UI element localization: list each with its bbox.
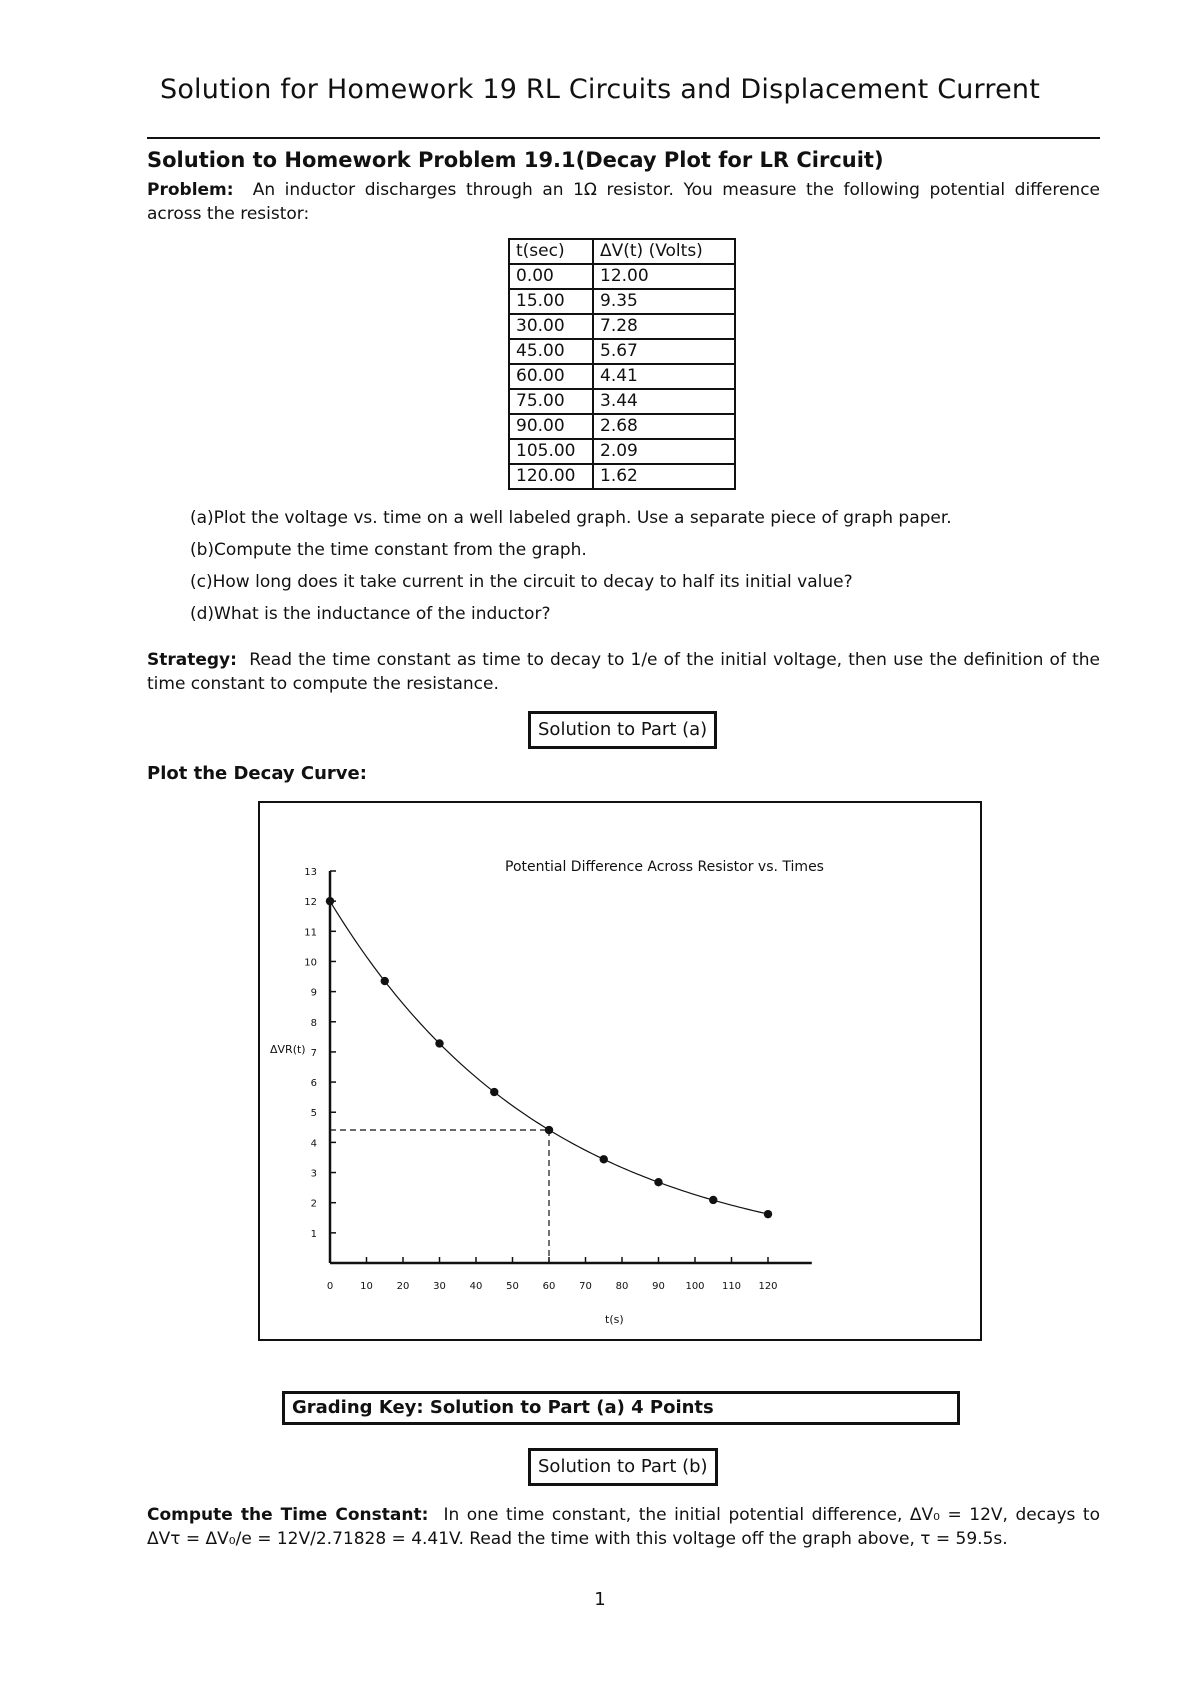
grading-key: Grading Key: Solution to Part (a) 4 Points xyxy=(282,1391,960,1425)
chart-x-tick-label: 10 xyxy=(360,1281,373,1292)
chart-x-tick-label: 90 xyxy=(652,1281,665,1292)
chart-x-tick-label: 110 xyxy=(721,1281,742,1292)
chart-data-point xyxy=(600,1155,608,1163)
chart-x-tick-label: 120 xyxy=(758,1281,778,1292)
chart-y-tick-label: 5 xyxy=(310,1108,317,1120)
chart-x-tick-label: 100 xyxy=(685,1281,705,1292)
chart-fit-curve xyxy=(330,901,768,1214)
table-cell-voltage: 7.28 xyxy=(593,314,735,339)
chart-y-tick-label: 9 xyxy=(310,987,317,999)
table-cell-voltage: 5.67 xyxy=(593,339,735,364)
chart-title: Potential Difference Across Resistor vs. Times xyxy=(505,859,824,875)
problem-text: An inductor discharges through an 1Ω resistor. You measure the following potential difference across the resistor: xyxy=(147,180,1101,224)
problem-label: Problem: xyxy=(147,180,234,200)
voltage-data-table xyxy=(508,238,736,490)
part-a-label: Solution to Part (a) xyxy=(528,711,717,749)
chart-data-point xyxy=(709,1196,717,1204)
time-constant-paragraph xyxy=(147,1503,1100,1551)
title-rule xyxy=(147,137,1100,139)
table-row xyxy=(509,414,735,439)
table-cell-time: 75.00 xyxy=(509,389,593,414)
table-row xyxy=(509,314,735,339)
chart-x-tick-label: 40 xyxy=(469,1281,483,1292)
decay-chart-frame xyxy=(258,801,982,1341)
chart-data-point xyxy=(654,1178,662,1186)
decay-chart xyxy=(260,803,980,1339)
table-header-voltage: ΔV(t) (Volts) xyxy=(593,239,735,264)
chart-x-tick-label: 0 xyxy=(326,1281,334,1292)
chart-data-point xyxy=(435,1039,443,1047)
chart-data-point xyxy=(764,1210,772,1218)
time-constant-label: Compute the Time Constant: xyxy=(147,1505,429,1525)
table-row xyxy=(509,439,735,464)
problem-paragraph xyxy=(147,178,1100,226)
table-cell-voltage: 3.44 xyxy=(593,389,735,414)
chart-data-point xyxy=(490,1088,498,1096)
chart-y-tick-label: 10 xyxy=(304,957,317,969)
chart-y-tick-label: 1 xyxy=(310,1228,317,1240)
table-cell-time: 15.00 xyxy=(509,289,593,314)
chart-y-tick-label: 8 xyxy=(310,1017,317,1029)
table-cell-voltage: 4.41 xyxy=(593,364,735,389)
question-d: (d)What is the inductance of the inductor? xyxy=(190,604,551,624)
strategy-label: Strategy: xyxy=(147,650,237,670)
chart-data-point xyxy=(326,897,334,905)
table-row xyxy=(509,464,735,489)
table-cell-voltage: 12.00 xyxy=(593,264,735,289)
chart-x-tick-label: 60 xyxy=(542,1281,556,1292)
section-heading: Solution to Homework Problem 19.1(Decay Plot for LR Circuit) xyxy=(147,148,884,172)
chart-x-tick-label: 50 xyxy=(506,1281,519,1292)
table-cell-time: 60.00 xyxy=(509,364,593,389)
chart-y-tick-label: 7 xyxy=(310,1047,317,1059)
table-row xyxy=(509,364,735,389)
chart-y-tick-label: 2 xyxy=(310,1198,317,1210)
page-number: 1 xyxy=(594,1589,606,1610)
chart-data-point xyxy=(381,977,389,985)
strategy-text: Read the time constant as time to decay to 1/e of the initial voltage, then use the definition of the time constant to compute the resistance. xyxy=(147,650,1100,694)
question-c: (c)How long does it take current in the circuit to decay to half its initial value? xyxy=(190,572,853,592)
chart-x-tick-label: 30 xyxy=(433,1281,446,1292)
chart-y-tick-label: 3 xyxy=(310,1168,317,1180)
table-row xyxy=(509,339,735,364)
part-b-label: Solution to Part (b) xyxy=(528,1448,718,1486)
table-cell-voltage: 2.09 xyxy=(593,439,735,464)
chart-y-axis-label: ΔVR(t) xyxy=(270,1043,306,1056)
table-header-row xyxy=(509,239,735,264)
table-cell-time: 120.00 xyxy=(509,464,593,489)
table-cell-time: 30.00 xyxy=(509,314,593,339)
chart-y-tick-label: 11 xyxy=(304,927,317,939)
table-cell-time: 0.00 xyxy=(509,264,593,289)
question-b: (b)Compute the time constant from the graph. xyxy=(190,540,587,560)
table-cell-time: 105.00 xyxy=(509,439,593,464)
table-header-time: t(sec) xyxy=(509,239,593,264)
chart-data-point xyxy=(545,1126,553,1134)
table-row xyxy=(509,264,735,289)
table-cell-voltage: 2.68 xyxy=(593,414,735,439)
table-cell-voltage: 9.35 xyxy=(593,289,735,314)
chart-y-tick-label: 13 xyxy=(304,867,317,878)
table-cell-time: 90.00 xyxy=(509,414,593,439)
chart-x-axis-label: t(s) xyxy=(605,1313,624,1326)
time-constant-text: In one time constant, the initial potential difference, ΔV₀ = 12V, decays to ΔVτ = ΔV₀/e = 12V/2.71828 = 4.41V. Read the time with this voltage off the graph above, τ = 59.5s. xyxy=(147,1505,1100,1549)
table-body xyxy=(509,264,735,489)
chart-y-tick-label: 12 xyxy=(304,897,317,909)
question-a: (a)Plot the voltage vs. time on a well labeled graph. Use a separate piece of graph paper. xyxy=(190,508,952,528)
table-cell-time: 45.00 xyxy=(509,339,593,364)
table-cell-voltage: 1.62 xyxy=(593,464,735,489)
chart-y-tick-label: 4 xyxy=(310,1138,317,1150)
plot-heading: Plot the Decay Curve: xyxy=(147,763,367,784)
table-row xyxy=(509,389,735,414)
page-title: Solution for Homework 19 RL Circuits and Displacement Current xyxy=(160,74,1040,105)
chart-x-tick-label: 70 xyxy=(579,1281,592,1292)
chart-x-tick-label: 20 xyxy=(396,1281,410,1292)
chart-y-tick-label: 6 xyxy=(310,1078,317,1090)
table-row xyxy=(509,289,735,314)
question-list xyxy=(190,506,952,634)
chart-x-tick-label: 80 xyxy=(615,1281,629,1292)
strategy-paragraph xyxy=(147,648,1100,696)
